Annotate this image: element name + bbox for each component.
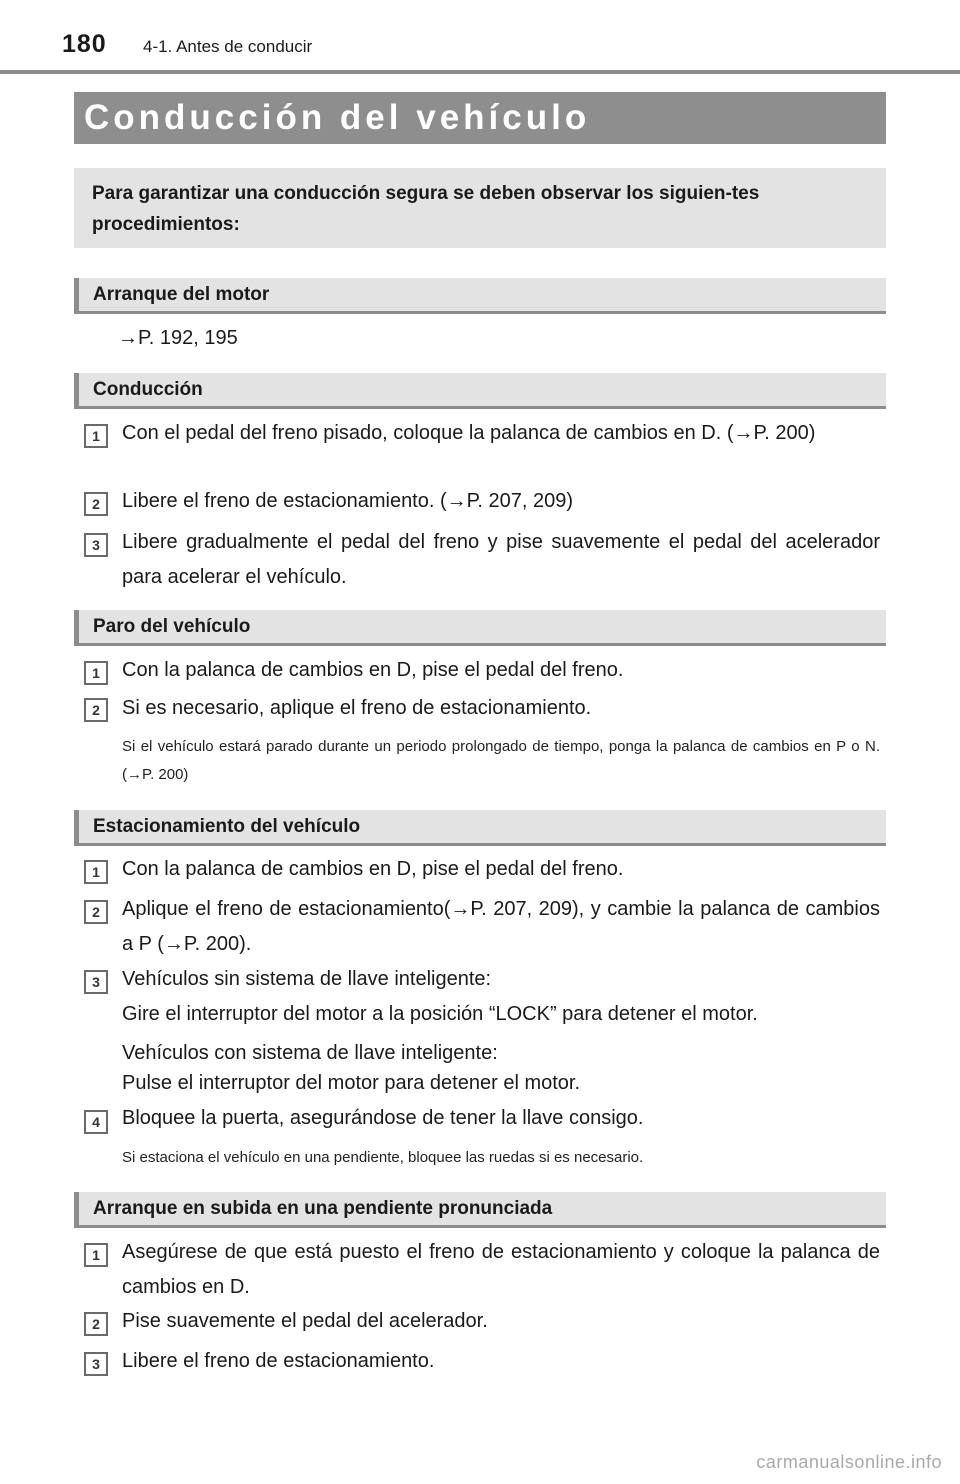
step-number: 3: [84, 1352, 108, 1376]
note-text: Si estaciona el vehículo en una pendiente, bloquee las ruedas si es necesario.: [122, 1149, 644, 1166]
step-number: 2: [84, 1312, 108, 1336]
step-text: Con el pedal del freno pisado, coloque la palanca de cambios en D. (→P. 200): [122, 422, 816, 444]
step-number: 2: [84, 698, 108, 722]
step-number: 3: [84, 533, 108, 557]
step-text-line: Vehículos con sistema de llave inteligente:: [122, 1042, 498, 1064]
intro-box: [74, 168, 886, 248]
watermark-text: carmanualsonline.info: [756, 1452, 942, 1472]
step-number: 2: [84, 900, 108, 924]
step-number: 2: [84, 492, 108, 516]
step-number: 1: [84, 1243, 108, 1267]
step-text: Bloquee la puerta, asegurándose de tener la llave consigo.: [122, 1107, 644, 1129]
step-number: 3: [84, 970, 108, 994]
step-text: Con la palanca de cambios en D, pise el pedal del freno.: [122, 659, 624, 681]
step-text: Libere el freno de estacionamiento.: [122, 1350, 435, 1372]
section-heading-arranque: Arranque del motor: [74, 278, 886, 314]
step-text: Con la palanca de cambios en D, pise el pedal del freno.: [122, 858, 624, 880]
intro-text: Para garantizar una conducción segura se deben observar los siguien-tes procedimientos:: [92, 183, 760, 235]
page-number: 180: [62, 30, 107, 58]
section-heading-conduccion: Conducción: [74, 373, 886, 409]
step-text-line: Pulse el interruptor del motor para detener el motor.: [122, 1072, 581, 1094]
section-heading-paro: Paro del vehículo: [74, 610, 886, 646]
section-breadcrumb: 4-1. Antes de conducir: [143, 37, 313, 56]
step-text: Libere gradualmente el pedal del freno y pise suavemente el pedal del acelerador para acelerar el vehículo.: [122, 531, 880, 588]
step-text: Pise suavemente el pedal del acelerador.: [122, 1310, 488, 1332]
step-text: Aplique el freno de estacionamiento(→P. 207, 209), y cambie la palanca de cambios a P (→P. 200).: [122, 898, 880, 955]
step-text: Libere el freno de estacionamiento. (→P. 207, 209): [122, 490, 574, 512]
page-title: Conducción del vehículo: [84, 98, 591, 137]
step-number: 1: [84, 661, 108, 685]
step-text-line: Gire el interruptor del motor a la posición “LOCK” para detener el motor.: [122, 1003, 758, 1025]
step-text: Asegúrese de que está puesto el freno de estacionamiento y coloque la palanca de cambios en D.: [122, 1241, 880, 1298]
step-number: 4: [84, 1110, 108, 1134]
section-heading-arranque-subida: Arranque en subida en una pendiente pronunciada: [74, 1192, 886, 1228]
step-number: 1: [84, 860, 108, 884]
step-text: Si es necesario, aplique el freno de estacionamiento.: [122, 697, 592, 719]
section-heading-estacionamiento: Estacionamiento del vehículo: [74, 810, 886, 846]
step-number: 1: [84, 424, 108, 448]
step-text: Vehículos sin sistema de llave inteligente:: [122, 968, 492, 990]
header-divider: [0, 70, 960, 74]
reference-link[interactable]: →P. 192, 195: [118, 327, 238, 349]
note-text: Si el vehículo estará parado durante un periodo prolongado de tiempo, ponga la palanca de cambios en P o N. (→P. 200): [122, 738, 880, 783]
page-title-bar: [74, 92, 886, 144]
